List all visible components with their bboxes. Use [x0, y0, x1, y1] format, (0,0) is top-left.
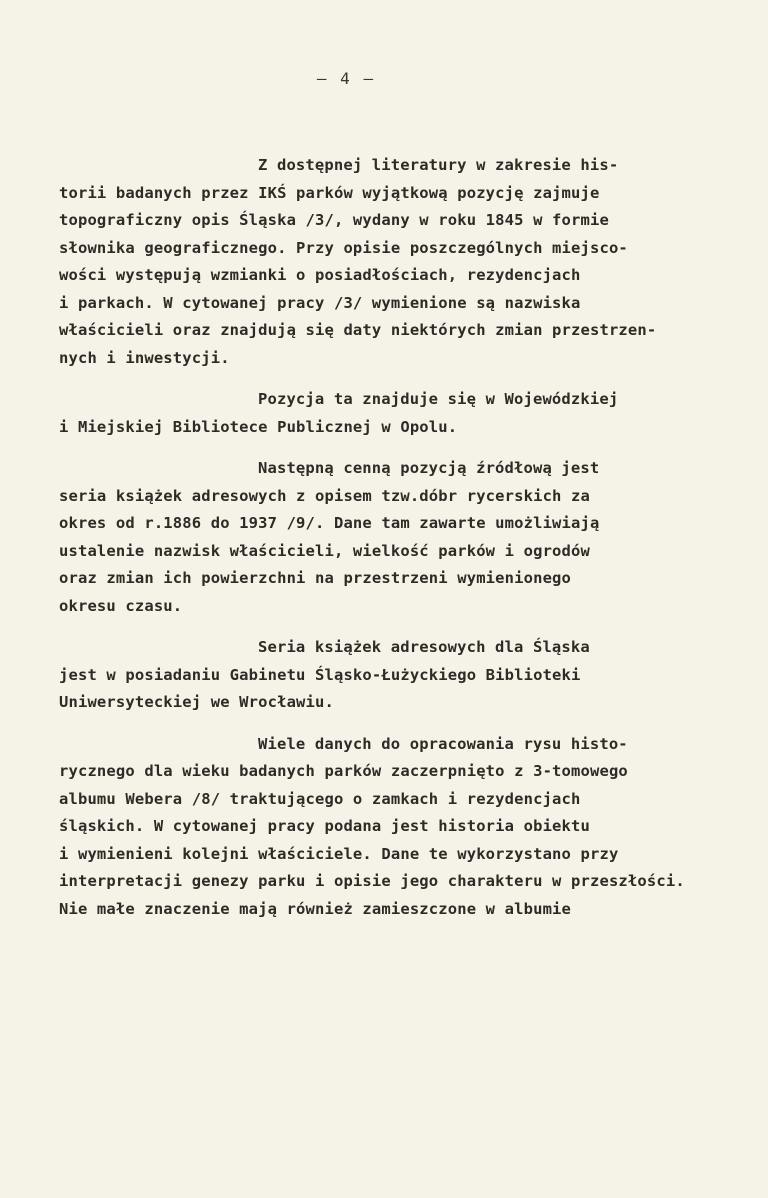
paragraph-3 [59, 455, 699, 620]
text-line: okres od r.1886 do 1937 /9/. Dane tam zawarte umożliwiają [59, 514, 600, 532]
text-line: wości występują wzmianki o posiadłościach, rezydencjach [59, 266, 581, 284]
text-line: oraz zmian ich powierzchni na przestrzeni wymienionego [59, 569, 572, 587]
text-line: seria książek adresowych z opisem tzw.dóbr rycerskich za [59, 486, 590, 505]
text-line: albumu Webera /8/ traktującego o zamkach i rezydencjach [59, 789, 581, 808]
body-text [59, 152, 699, 923]
paragraph-1 [59, 152, 699, 372]
text-line: okresu czasu. [59, 596, 183, 615]
text-line: i parkach. W cytowanej pracy /3/ wymienione są nazwiska [59, 293, 581, 312]
text-line: i wymienieni kolejni właściciele. Dane te wykorzystano przy [59, 844, 619, 863]
text-line: Następną cenną pozycją źródłową jest [258, 459, 600, 477]
paragraph-4 [59, 634, 699, 717]
text-line: Wiele danych do opracowania rysu histo- [258, 734, 628, 753]
text-line: Uniwersyteckiej we Wrocławiu. [59, 693, 334, 711]
text-line: ustalenie nazwisk właścicieli, wielkość parków i ogrodów [59, 541, 590, 560]
text-line: jest w posiadaniu Gabinetu Śląsko-Łużyckiego Biblioteki [59, 665, 581, 684]
text-line: Seria książek adresowych dla Śląska [258, 638, 590, 656]
text-line: rycznego dla wieku badanych parków zaczerpnięto z 3-tomowego [59, 762, 628, 780]
text-line: Nie małe znaczenie mają również zamieszczone w albumie [59, 899, 572, 918]
text-line: i Miejskiej Bibliotece Publicznej w Opolu. [59, 417, 458, 436]
text-line: Z dostępnej literatury w zakresie his- [258, 156, 619, 174]
text-line: słownika geograficznego. Przy opisie poszczególnych miejsco- [59, 238, 628, 257]
text-line: nych i inwestycji. [59, 348, 230, 367]
text-line: Pozycja ta znajduje się w Wojewódzkiej [258, 390, 619, 408]
text-line: interpretacji genezy parku i opisie jego charakteru w przeszłości. [59, 872, 685, 890]
text-line: właścicieli oraz znajdują się daty niektórych zmian przestrzen- [59, 321, 657, 339]
text-line: śląskich. W cytowanej pracy podana jest historia obiektu [59, 817, 590, 835]
text-line: torii badanych przez IKŚ parków wyjątkową pozycję zajmuje [59, 183, 600, 202]
paragraph-5 [59, 731, 699, 924]
page-number: — 4 — [316, 69, 376, 88]
text-line: topograficzny opis Śląska /3/, wydany w roku 1845 w formie [59, 211, 609, 229]
paragraph-2 [59, 386, 699, 441]
